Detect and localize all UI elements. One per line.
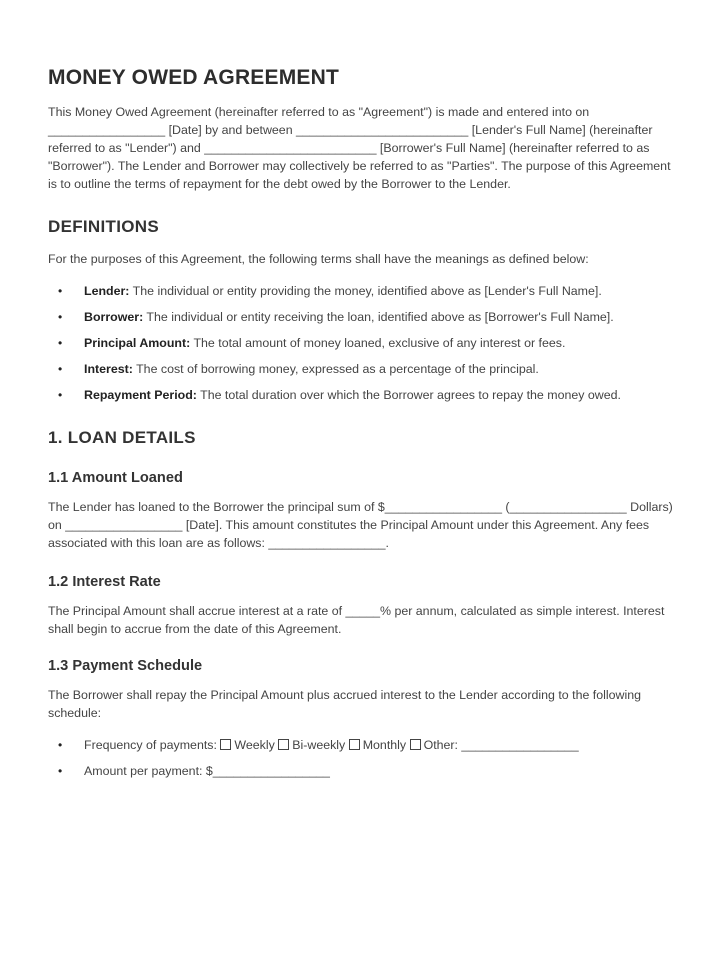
loan-details-heading: 1. LOAN DETAILS: [48, 428, 196, 447]
bullet-icon: •: [58, 284, 63, 298]
definition-item-borrower: • Borrower: The individual or entity receiving the loan, identified above as [Borrower's Full Name].: [58, 310, 614, 324]
bullet-icon: •: [58, 764, 63, 778]
definition-item-principal: • Principal Amount: The total amount of money loaned, exclusive of any interest or fees.: [58, 336, 566, 350]
option-monthly-label: Monthly: [362, 738, 407, 752]
amount-loaned-text: The Lender has loaned to the Borrower the principal sum of $_________________ (_________________ Dollars) on _________________ [Date]. This amount constitutes the Principal Amount under this Agreement. Any fees associated with this loan are as follows: _________________.: [48, 500, 673, 550]
definitions-heading: DEFINITIONS: [48, 217, 159, 236]
document-title: MONEY OWED AGREEMENT: [48, 66, 340, 89]
bullet-icon: •: [58, 362, 63, 376]
definition-item-lender: • Lender: The individual or entity providing the money, identified above as [Lender's Full Name].: [58, 284, 602, 298]
bullet-icon: •: [58, 738, 63, 752]
intro-paragraph: This Money Owed Agreement (hereinafter referred to as "Agreement") is made and entered into on _________________ [Date] by and between _________________________ [Lender's Full Name] (hereinafter referred to as "Lender") and _________________________ [Borrower's Full Name] (hereinafter referred to as "Borrower"). The Lender and Borrower may collectively be referred to as "Parties". The purpose of this Agreement is to outline the terms of repayment for the debt owed by the Borrower to the Lender.: [48, 105, 671, 191]
amount-per-payment-item: • Amount per payment: $_________________: [58, 764, 330, 778]
payment-schedule-heading: 1.3 Payment Schedule: [48, 658, 203, 674]
bullet-icon: •: [58, 310, 63, 324]
bullet-icon: •: [58, 388, 63, 402]
payment-schedule-list: [48, 736, 676, 780]
amount-loaned-heading: 1.1 Amount Loaned: [48, 470, 183, 486]
definitions-list: [48, 282, 676, 404]
checkbox-other[interactable]: [410, 739, 421, 750]
option-weekly-label: Weekly: [234, 738, 275, 752]
bullet-icon: •: [58, 336, 63, 350]
checkbox-monthly[interactable]: [349, 739, 360, 750]
document-body: [48, 66, 676, 780]
checkbox-weekly[interactable]: [220, 739, 231, 750]
checkbox-biweekly[interactable]: [278, 739, 289, 750]
definition-item-repayment: • Repayment Period: The total duration over which the Borrower agrees to repay the money owed.: [58, 388, 621, 402]
interest-rate-text: The Principal Amount shall accrue interest at a rate of _____% per annum, calculated as simple interest. Interest shall begin to accrue from the date of this Agreement.: [48, 604, 665, 636]
payment-schedule-text: The Borrower shall repay the Principal Amount plus accrued interest to the Lender according to the following schedule:: [48, 688, 642, 720]
option-other-label: Other: _________________: [423, 738, 579, 752]
interest-rate-heading: 1.2 Interest Rate: [48, 574, 161, 590]
payment-frequency-item: • Frequency of payments: Weekly Bi-weekly Monthly Other: _________________: [58, 738, 579, 752]
definitions-intro: For the purposes of this Agreement, the following terms shall have the meanings as defined below:: [48, 252, 589, 266]
option-biweekly-label: Bi-weekly: [292, 738, 346, 752]
definition-item-interest: • Interest: The cost of borrowing money, expressed as a percentage of the principal.: [58, 362, 539, 376]
